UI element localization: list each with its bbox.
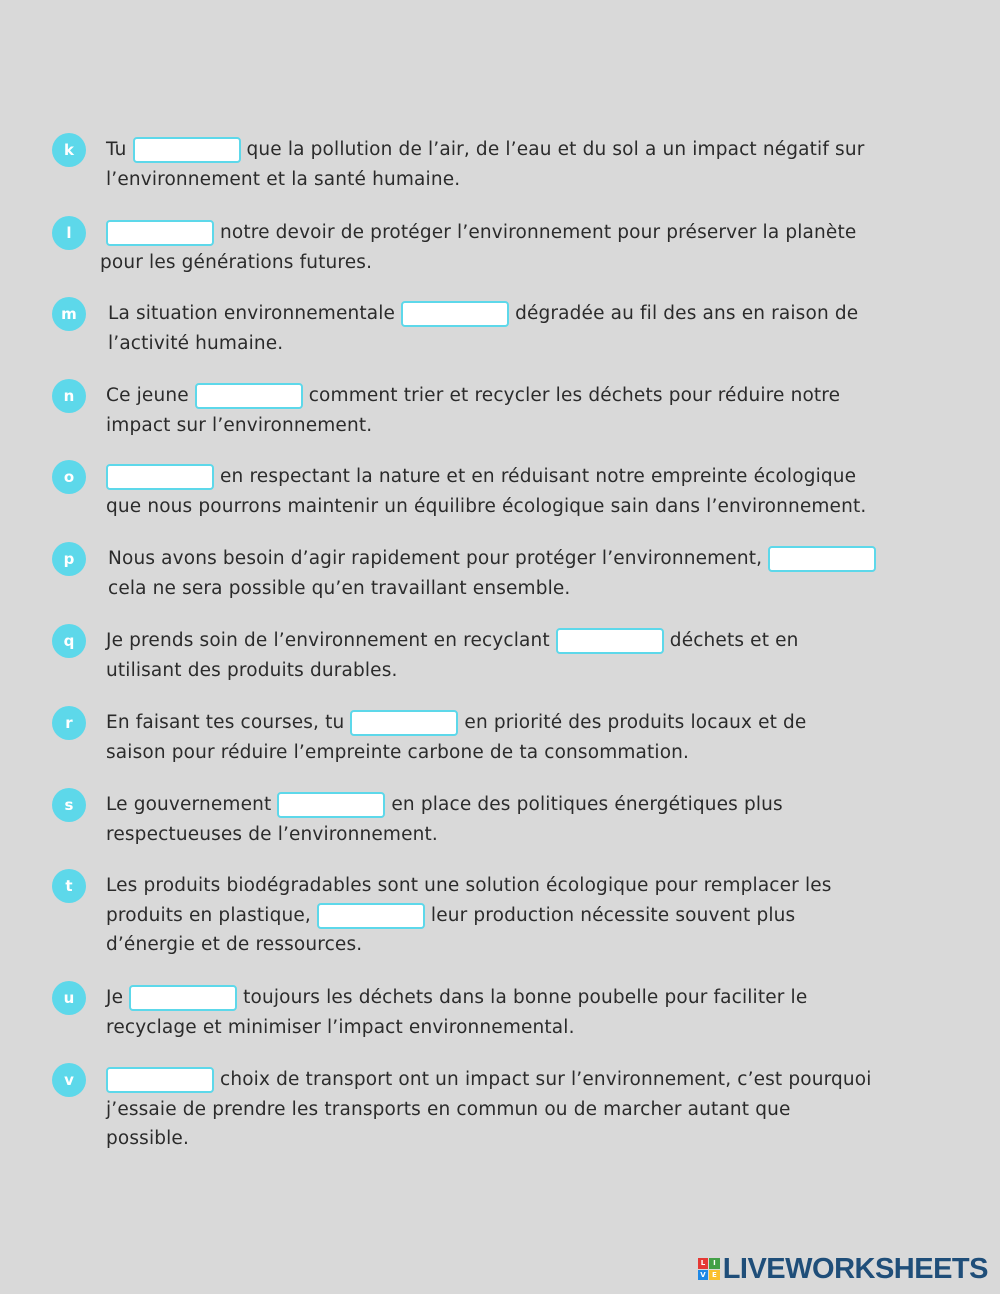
logo-letter: E (709, 1270, 720, 1281)
question-text: Le gouvernement (106, 794, 272, 815)
question-letter-badge: q (52, 624, 86, 658)
question-text: en respectant la nature et en réduisant notre empreinte écologique (220, 466, 857, 487)
question-letter-badge: u (52, 981, 86, 1015)
question-text: Les produits biodégradables sont une solution écologique pour remplacer les (106, 875, 832, 896)
question-text: respectueuses de l’environnement. (106, 823, 438, 845)
question-text: choix de transport ont un impact sur l’environnement, c’est pourquoi (220, 1069, 872, 1090)
question-text: en place des politiques énergétiques plus (391, 794, 783, 815)
logo-icon (698, 1258, 720, 1280)
liveworksheets-logo (698, 1254, 988, 1284)
answer-blank-input[interactable] (129, 985, 237, 1011)
question-text-line (106, 901, 795, 931)
question-text-line (106, 983, 807, 1013)
question-text: Nous avons besoin d’agir rapidement pour protéger l’environnement, (108, 548, 763, 569)
answer-blank-input[interactable] (277, 792, 385, 818)
question-text: impact sur l’environnement. (106, 414, 373, 436)
question-letter-badge: m (52, 297, 86, 331)
question-text: Ce jeune (106, 385, 189, 406)
question-text-line (106, 626, 799, 656)
question-text: en priorité des produits locaux et de (464, 712, 807, 733)
question-text-line (106, 930, 362, 960)
question-text-line (106, 492, 866, 522)
question-text-line (106, 1095, 791, 1125)
question-text: saison pour réduire l’empreinte carbone de ta consommation. (106, 741, 690, 763)
question-letter-badge: r (52, 706, 86, 740)
question-text: Je prends soin de l’environnement en recyclant (106, 630, 550, 651)
question-letter-badge: o (52, 460, 86, 494)
question-letter-badge: s (52, 788, 86, 822)
question-text: leur production nécessite souvent plus (430, 904, 796, 926)
question-text: déchets et en (669, 630, 799, 651)
question-letter-badge: l (52, 216, 86, 250)
answer-blank-input[interactable] (133, 137, 241, 163)
question-text-line (106, 165, 460, 195)
answer-blank-input[interactable] (317, 903, 425, 929)
question-text: pour les générations futures. (100, 251, 373, 273)
question-letter-badge: p (52, 542, 86, 576)
question-letter-badge: k (52, 133, 86, 167)
question-letter-badge: v (52, 1063, 86, 1097)
question-text-line (108, 574, 570, 604)
question-text: produits en plastique, (106, 904, 311, 926)
answer-blank-input[interactable] (350, 710, 458, 736)
answer-blank-input[interactable] (106, 464, 214, 490)
question-text-line (106, 1124, 189, 1154)
question-text: j’essaie de prendre les transports en commun ou de marcher autant que (106, 1098, 791, 1120)
question-letter-badge: t (52, 869, 86, 903)
answer-blank-input[interactable] (768, 546, 876, 572)
question-text-line (106, 411, 372, 441)
answer-blank-input[interactable] (106, 1067, 214, 1093)
question-text: utilisant des produits durables. (106, 659, 398, 681)
question-text-line (106, 871, 832, 901)
question-text-line (106, 462, 856, 492)
answer-blank-input[interactable] (401, 301, 509, 327)
question-text-line (106, 381, 840, 411)
logo-letter: L (698, 1258, 709, 1269)
question-text: l’activité humaine. (108, 332, 284, 354)
answer-blank-input[interactable] (556, 628, 664, 654)
question-text: recyclage et minimiser l’impact environnemental. (106, 1016, 575, 1038)
question-text-line (108, 544, 876, 574)
question-text: cela ne sera possible qu’en travaillant ensemble. (108, 577, 571, 599)
answer-blank-input[interactable] (195, 383, 303, 409)
question-text-line (106, 790, 783, 820)
logo-text: LIVEWORKSHEETS (722, 1252, 988, 1285)
question-text: d’énergie et de ressources. (106, 934, 363, 955)
question-text: En faisant tes courses, tu (106, 712, 345, 733)
question-text-line (106, 1013, 575, 1043)
question-text: dégradée au fil des ans en raison de (515, 303, 859, 324)
logo-letter: I (709, 1258, 720, 1269)
question-text: que nous pourrons maintenir un équilibre écologique sain dans l’environnement. (106, 495, 867, 517)
question-text-line (108, 299, 858, 329)
question-text: La situation environnementale (108, 303, 396, 324)
question-text: toujours les déchets dans la bonne poubelle pour faciliter le (243, 987, 808, 1008)
question-text-line (106, 656, 398, 686)
question-text: comment trier et recycler les déchets pour réduire notre (308, 385, 841, 406)
question-text-line (106, 135, 864, 165)
question-text-line (106, 820, 438, 850)
question-text-line (106, 1065, 872, 1095)
question-text-line (106, 738, 689, 768)
question-text: que la pollution de l’air, de l’eau et du sol a un impact négatif sur (246, 139, 865, 160)
question-text: Je (106, 987, 124, 1008)
question-letter-badge: n (52, 379, 86, 413)
question-text: possible. (106, 1128, 189, 1149)
logo-letter: V (698, 1270, 709, 1281)
question-text-line (106, 708, 806, 738)
answer-blank-input[interactable] (106, 220, 214, 246)
question-text: l’environnement et la santé humaine. (106, 168, 461, 190)
question-text-line (106, 218, 856, 248)
question-text-line (108, 329, 283, 359)
question-text: notre devoir de protéger l’environnement pour préserver la planète (220, 222, 857, 243)
question-text-line (100, 248, 372, 278)
question-text: Tu (106, 139, 127, 160)
